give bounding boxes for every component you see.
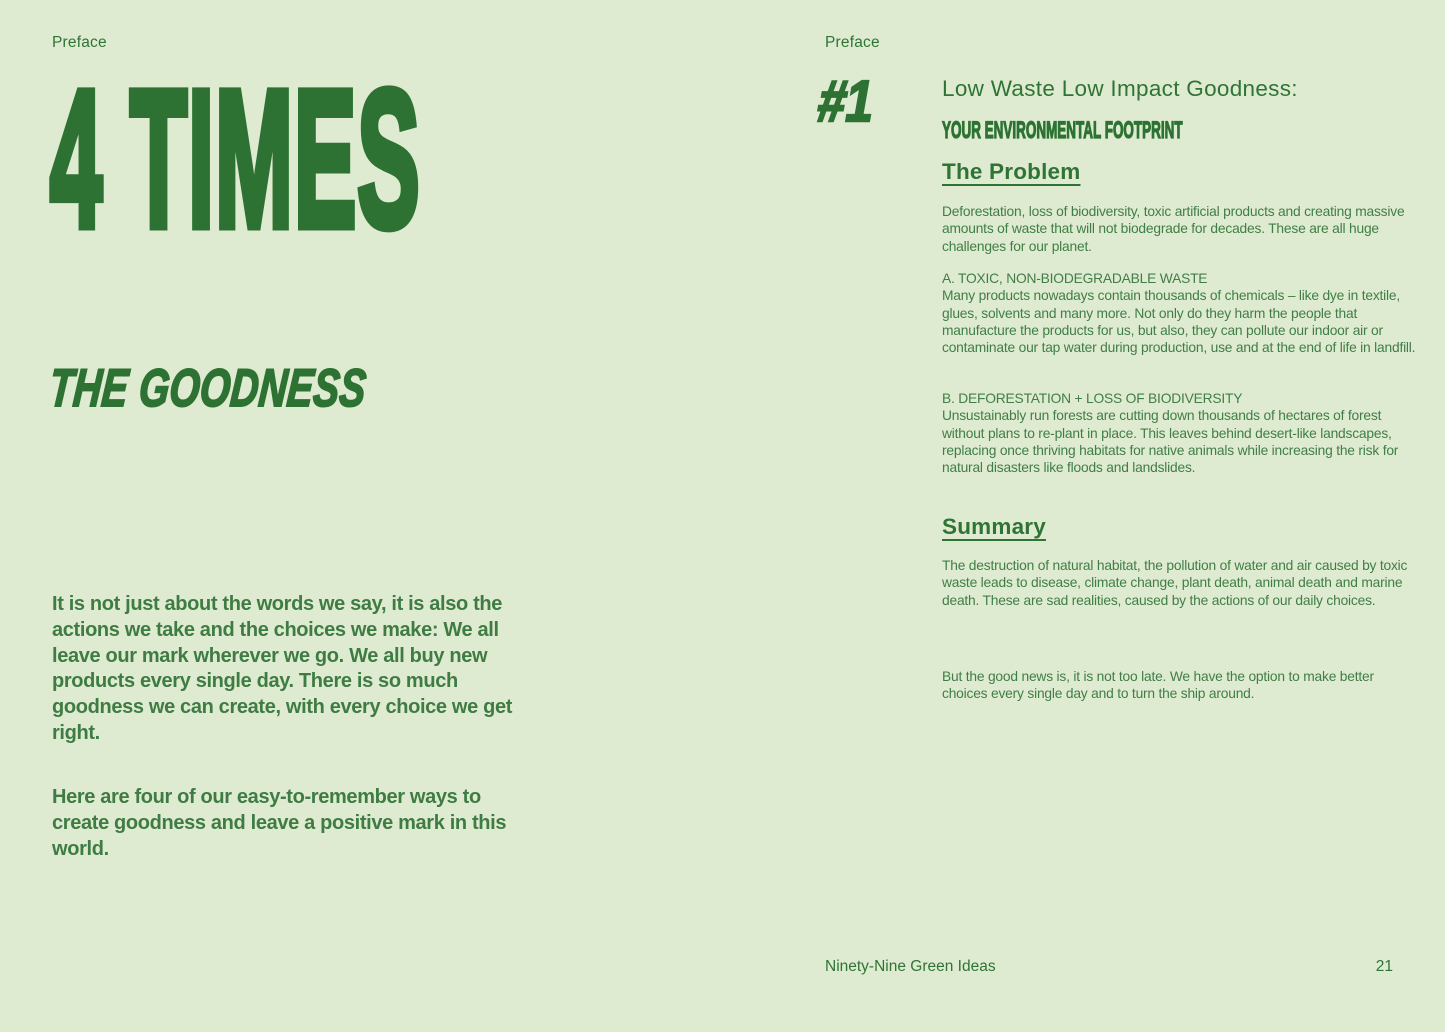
right-page-eyebrow: Preface: [825, 34, 880, 51]
problem-intro-paragraph: Deforestation, loss of biodiversity, toxic artificial products and creating massive amounts of waste that will not biodegrade for decades. These are all huge challenges for our planet.: [942, 204, 1405, 254]
summary-paragraph-2: But the good news is, it is not too late. We have the option to make better choices every single day and to turn the ship around.: [942, 669, 1374, 702]
problem-item-a: [942, 270, 1416, 356]
problem-heading: The Problem: [942, 159, 1081, 184]
left-page-subtitle: [47, 359, 485, 418]
left-page-intro-paragraph-2: Here are four of our easy-to-remember ways to create goodness and leave a positive mark in this world.: [52, 786, 507, 860]
left-page-eyebrow: Preface: [52, 34, 107, 51]
left-page-intro-paragraph-1: It is not just about the words we say, it is also the actions we take and the choices we make: We all leave our mark wherever we go. We all buy new products every single day. There is so much goodness we can create, with every choice we get right.: [52, 593, 513, 744]
summary-heading: Summary: [942, 514, 1046, 539]
summary-paragraph-1: The destruction of natural habitat, the pollution of water and air caused by toxic waste leads to disease, climate change, plant death, animal death and marine death. These are sad realities, caused by the actions of our daily choices.: [942, 558, 1408, 608]
problem-item-a-body: Many products nowadays contain thousands of chemicals – like dye in textile, glues, solvents and many more. Not only do they harm the people that manufacture the products for us, but also, they can pollute our indoor air or contaminate our tap water during production, use and at the end of life in landfill.: [942, 288, 1416, 356]
problem-item-b-body: Unsustainably run forests are cutting down thousands of hectares of forest without plans to re-plant in place. This leaves behind desert-like landscapes, replacing once thriving habitats for native animals while increasing the risk for natural disasters like floods and landslides.: [942, 408, 1399, 476]
problem-item-b: [942, 390, 1416, 476]
footer-page-number: 21: [1375, 958, 1393, 975]
item-number-text: #1: [813, 69, 880, 134]
problem-item-b-title: B. DEFORESTATION + LOSS OF BIODIVERSITY: [942, 391, 1243, 406]
kicker-title: Low Waste Low Impact Goodness:: [942, 76, 1298, 101]
kicker-subtitle-text: YOUR ENVIRONMENTAL FOOTPRINT: [942, 117, 1183, 144]
item-number: [813, 69, 889, 134]
kicker-subtitle: [942, 116, 1379, 145]
problem-item-a-title: A. TOXIC, NON-BIODEGRADABLE WASTE: [942, 271, 1208, 286]
footer-book-title: Ninety-Nine Green Ideas: [825, 958, 996, 975]
left-page-title: [50, 50, 822, 268]
left-page-title-text: 4 TIMES: [50, 50, 421, 268]
left-page-subtitle-text: THE GOODNESS: [47, 359, 369, 418]
